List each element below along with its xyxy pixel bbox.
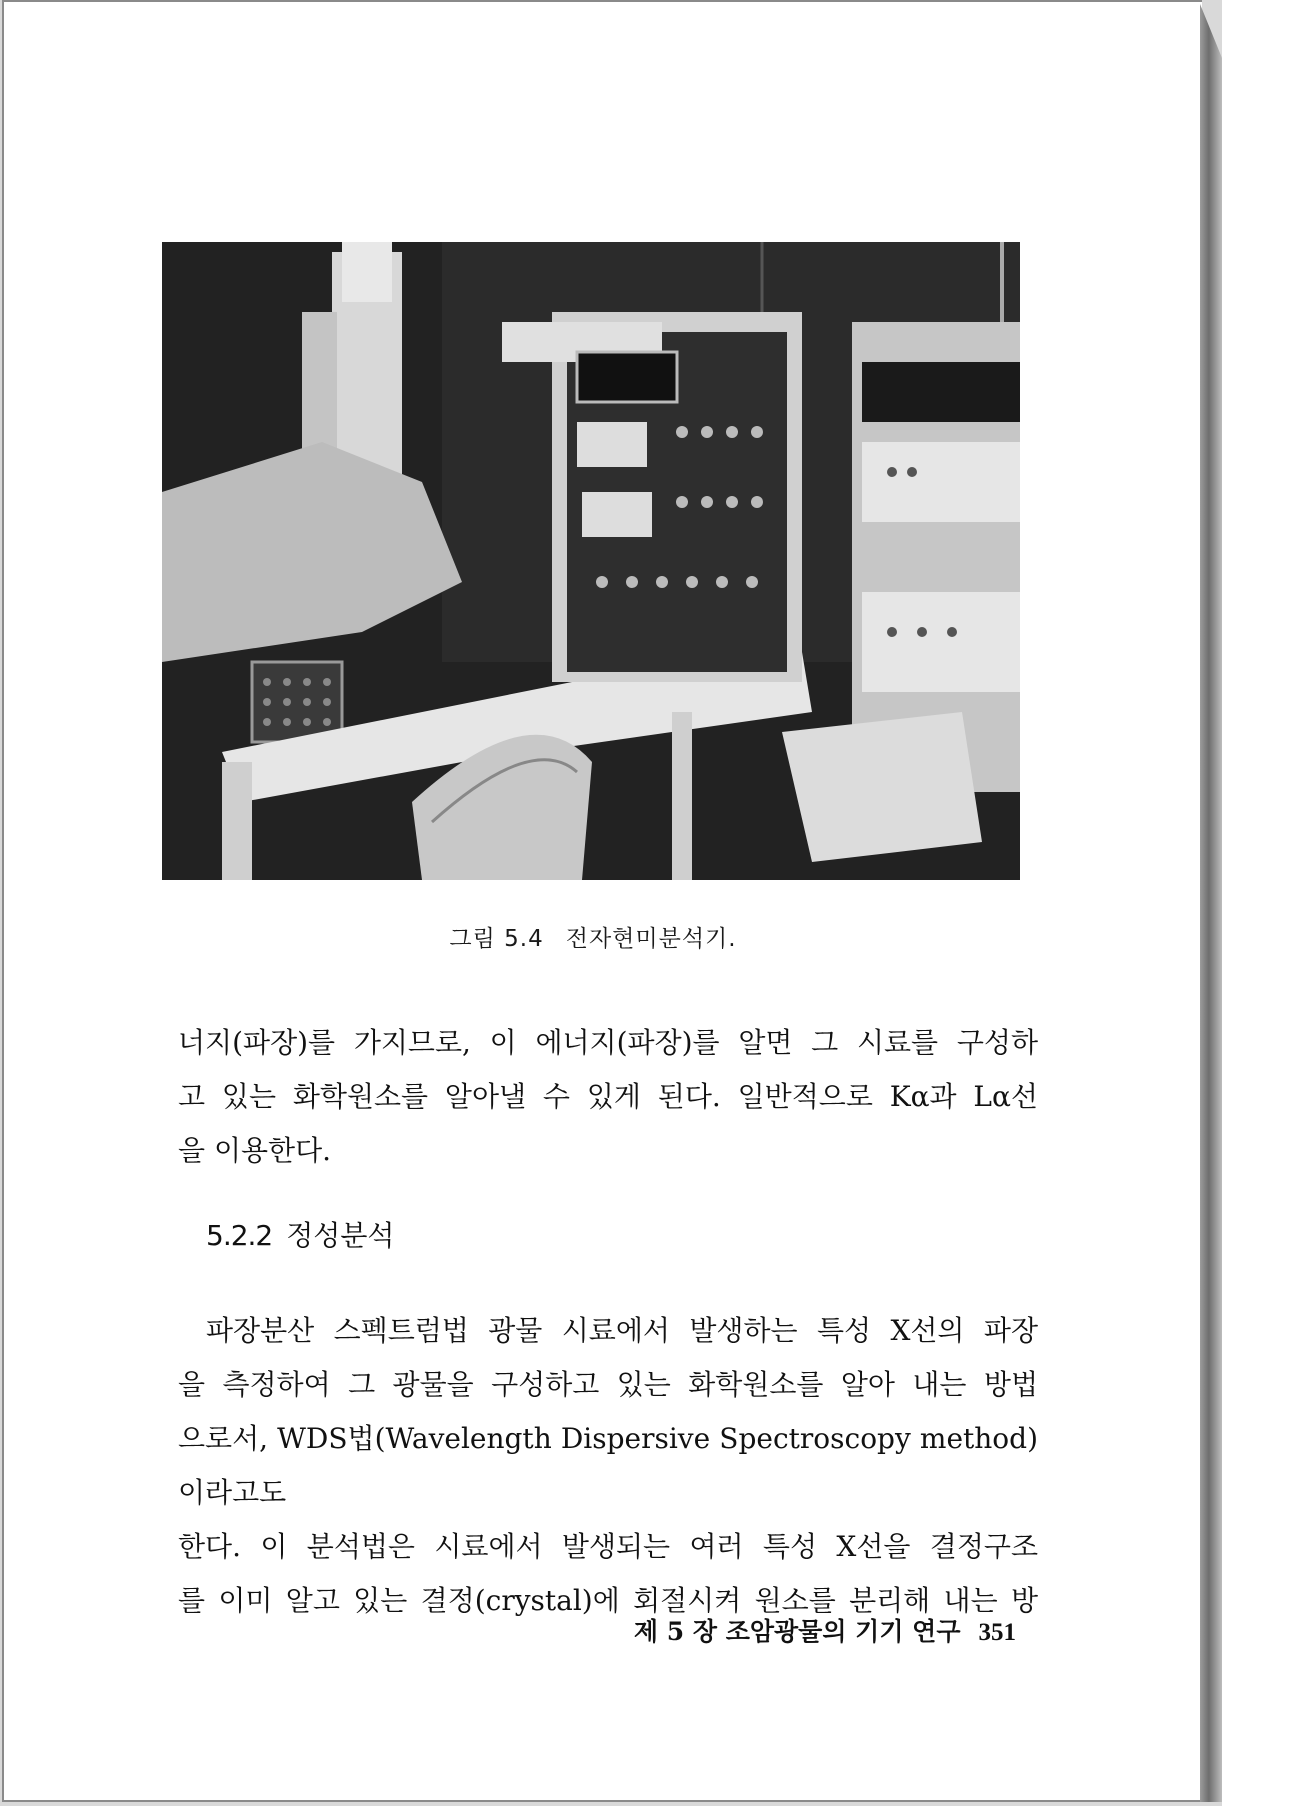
paragraph-2-line: 으로서, WDS법(Wavelength Dispersive Spectroscopy method)이라고도: [178, 1422, 1038, 1509]
section-title: 정성분석: [286, 1219, 395, 1252]
paragraph-1-line: 을 이용한다.: [178, 1134, 332, 1167]
paragraph-2: [178, 1304, 1038, 1628]
section-heading: [206, 1214, 394, 1254]
page-edge-shadow: [1200, 4, 1222, 1802]
outer-background: [1222, 0, 1302, 1806]
paragraph-2-line: 를 이미 알고 있는 결정(crystal)에 회절시켜 원소를 분리해 내는 방: [178, 1584, 1038, 1617]
page-number: 351: [978, 1619, 1016, 1646]
page-footer: [604, 1612, 1016, 1648]
chapter-title: 제 5 장 조암광물의 기기 연구: [633, 1617, 961, 1646]
figure-title: 전자현미분석기.: [565, 926, 737, 952]
paragraph-1-line: 고 있는 화학원소를 알아낼 수 있게 된다. 일반적으로 Kα과 Lα선: [178, 1080, 1038, 1113]
paragraph-1: [178, 1016, 1038, 1178]
book-page: [2, 0, 1202, 1802]
paragraph-2-line: 한다. 이 분석법은 시료에서 발생되는 여러 특성 X선을 결정구조: [178, 1530, 1038, 1563]
figure-caption: [164, 920, 1022, 953]
figure-photo: [162, 242, 1020, 880]
paragraph-2-line: 파장분산 스펙트럼법 광물 시료에서 발생하는 특성 X선의 파장: [206, 1314, 1038, 1347]
figure-label: 그림 5.4: [449, 926, 544, 952]
section-number: 5.2.2: [206, 1219, 273, 1252]
paragraph-2-line: 을 측정하여 그 광물을 구성하고 있는 화학원소를 알아 내는 방법: [178, 1368, 1038, 1401]
paragraph-1-line: 너지(파장)를 가지므로, 이 에너지(파장)를 알면 그 시료를 구성하: [178, 1026, 1038, 1059]
electron-microprobe-image: [162, 242, 1020, 880]
